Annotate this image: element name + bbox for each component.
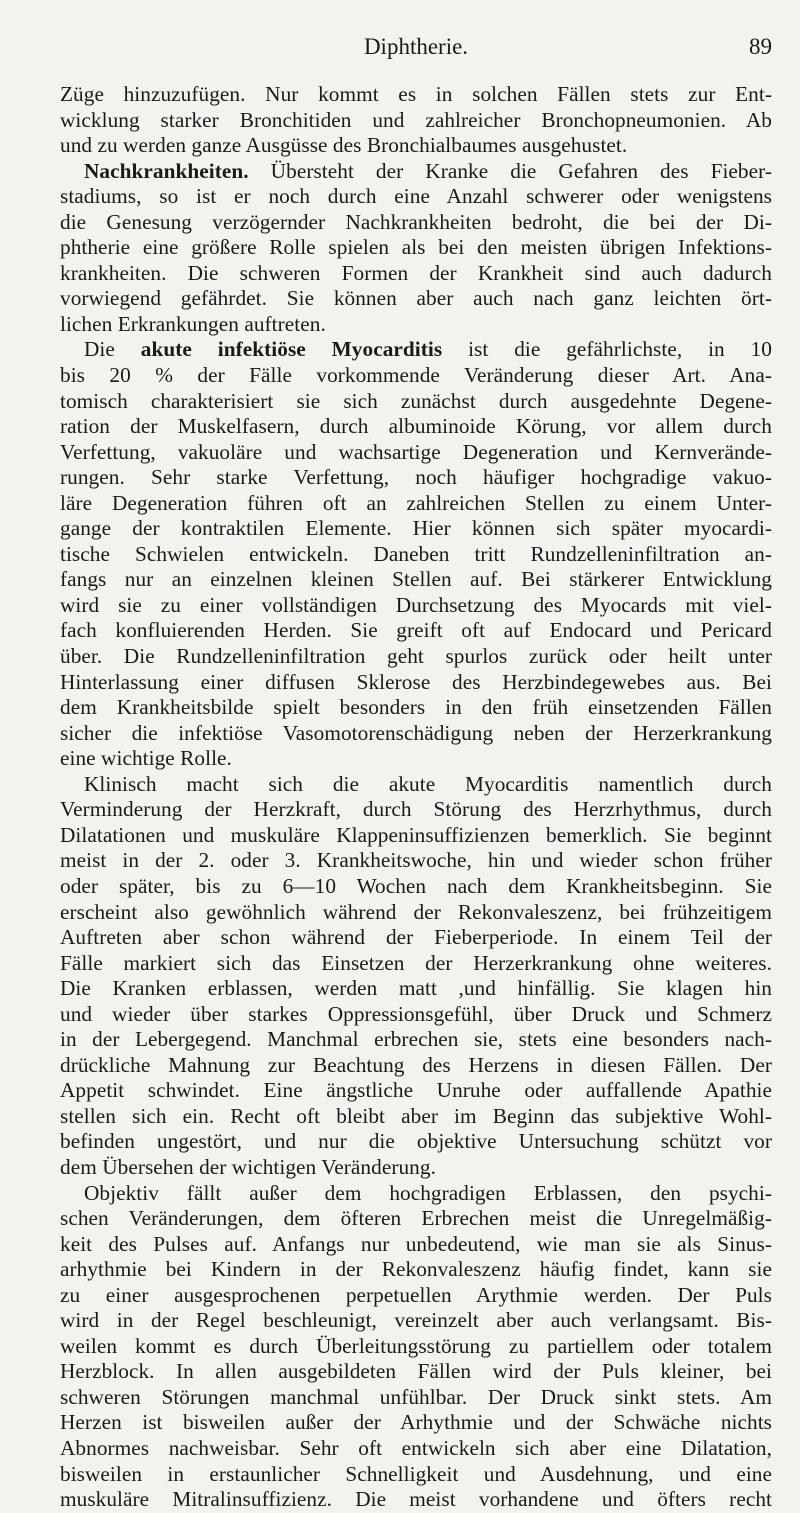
line-text: weilen kommt es durch Überleitungsstörung zu partiellem oder totalem <box>60 1333 772 1358</box>
text-line <box>60 363 772 389</box>
text-line <box>60 1078 772 1104</box>
bold-heading: akute infektiöse Myocarditis <box>140 337 443 362</box>
text-line <box>60 618 772 644</box>
bold-heading: Nachkrankheiten. <box>84 158 249 183</box>
line-text: dem Krankheitsbilde spielt besonders in den früh einsetzenden Fällen <box>60 695 772 720</box>
line-text: keit des Pulses auf. Anfangs nur unbedeutend, wie man sie als Sinus- <box>60 1231 772 1256</box>
line-text: die Genesung verzögernder Nachkrankheiten bedroht, die bei der Di- <box>60 209 772 234</box>
text-line <box>60 567 772 593</box>
line-text: Appetit schwindet. Eine ängstliche Unruhe oder auffallende Apathie <box>60 1078 772 1103</box>
line-text: phtherie eine größere Rolle spielen als bei den meisten übrigen Infektions- <box>60 235 772 260</box>
text-line <box>60 1334 772 1360</box>
line-text: Verminderung der Herzkraft, durch Störung des Herzrhythmus, durch <box>60 797 772 822</box>
line-text: Herzen ist bisweilen außer der Arhythmie und der Schwäche nichts <box>60 1410 772 1435</box>
text-line <box>60 1181 772 1207</box>
line-text: wird in der Regel beschleunigt, vereinzelt aber auch verlangsamt. Bis- <box>60 1308 772 1333</box>
text-line <box>60 1104 772 1130</box>
line-text: stadiums, so ist er noch durch eine Anzahl schwerer oder wenigstens <box>60 184 772 209</box>
line-prefix: Die <box>84 337 141 362</box>
text-line <box>60 1002 772 1028</box>
line-text: bis 20 % der Fälle vorkommende Veränderung dieser Art. Ana- <box>60 363 772 388</box>
text-line <box>60 1410 772 1436</box>
text-line <box>60 670 772 696</box>
text-line <box>60 440 772 466</box>
line-text: sicher die infektiöse Vasomotorenschädigung neben der Herzerkrankung <box>60 720 772 745</box>
text-line <box>60 695 772 721</box>
text-line <box>60 491 772 517</box>
text-line <box>60 1027 772 1053</box>
line-text: befinden ungestört, und nur die objektive Untersuchung schützt vor <box>60 1129 772 1154</box>
text-line <box>60 1385 772 1411</box>
page-number: 89 <box>749 34 772 59</box>
text-line <box>60 133 772 159</box>
text-line <box>60 721 772 747</box>
text-line <box>60 210 772 236</box>
text-line <box>60 823 772 849</box>
text-line <box>60 516 772 542</box>
text-line <box>60 951 772 977</box>
text-line <box>60 389 772 415</box>
text-line <box>60 1232 772 1258</box>
text-line <box>60 108 772 134</box>
line-text: Auftreten aber schon während der Fieberperiode. In einem Teil der <box>60 925 772 950</box>
text-line <box>60 1129 772 1155</box>
line-text: tomisch charakterisiert sie sich zunächst durch ausgedehnte Degene- <box>60 388 772 413</box>
line-text: arhythmie bei Kindern in der Rekonvaleszenz häufig findet, kann sie <box>60 1257 772 1282</box>
text-line <box>60 261 772 287</box>
line-text: lichen Erkrankungen auftreten. <box>60 311 326 336</box>
text-line <box>60 925 772 951</box>
line-text: wicklung starker Bronchitiden und zahlreicher Bronchopneumonien. Ab <box>60 107 772 132</box>
line-text: ist die gefährlichste, in 10 <box>442 337 772 362</box>
line-text: Verfettung, vakuoläre und wachsartige Degeneration und Kernverände- <box>60 439 772 464</box>
line-text: Züge hinzuzufügen. Nur kommt es in solchen Fällen stets zur Ent- <box>60 82 772 106</box>
line-text: Die Kranken erblassen, werden matt ,und hinfällig. Sie klagen hin <box>60 976 772 1001</box>
line-text: fangs nur an einzelnen kleinen Stellen auf. Bei stärkerer Entwicklung <box>60 567 772 592</box>
text-line <box>60 1053 772 1079</box>
line-text: Dilatationen und muskuläre Klappeninsuffizienzen bemerklich. Sie beginnt <box>60 822 772 847</box>
text-line <box>60 465 772 491</box>
line-text: gange der kontraktilen Elemente. Hier können sich später myocardi- <box>60 516 772 541</box>
body-text <box>60 82 772 1513</box>
text-line <box>60 900 772 926</box>
text-line <box>60 286 772 312</box>
text-line <box>60 593 772 619</box>
line-text: krankheiten. Die schweren Formen der Krankheit sind auch dadurch <box>60 260 772 285</box>
text-line <box>60 1308 772 1334</box>
text-line <box>60 797 772 823</box>
line-text: Übersteht der Kranke die Gefahren des Fieber- <box>248 158 772 183</box>
line-text: und wieder über starkes Oppressionsgefühl, über Druck und Schmerz <box>60 1001 772 1026</box>
line-text: dem Übersehen der wichtigen Veränderung. <box>60 1154 436 1179</box>
line-text: fach konfluierenden Herden. Sie greift oft auf Endocard und Pericard <box>60 618 772 643</box>
line-text: bisweilen in erstaunlicher Schnelligkeit und Ausdehnung, und eine <box>60 1461 772 1486</box>
line-text: meist in der 2. oder 3. Krankheitswoche, hin und wieder schon früher <box>60 848 772 873</box>
line-text: schen Veränderungen, dem öfteren Erbrechen meist die Unregelmäßig- <box>60 1206 772 1231</box>
text-line <box>60 746 772 772</box>
text-line <box>60 184 772 210</box>
line-text: oder später, bis zu 6—10 Wochen nach dem Krankheitsbeginn. Sie <box>60 873 772 898</box>
text-line <box>60 235 772 261</box>
text-line <box>60 976 772 1002</box>
text-line <box>60 1155 772 1181</box>
line-text: drückliche Mahnung zur Beachtung des Herzens in diesen Fällen. Der <box>60 1052 772 1077</box>
line-text: über. Die Rundzelleninfiltration geht spurlos zurück oder heilt unter <box>60 644 772 669</box>
text-line <box>60 82 772 108</box>
text-line <box>60 542 772 568</box>
line-text: eine wichtige Rolle. <box>60 746 232 771</box>
text-line <box>60 1359 772 1385</box>
text-line <box>60 1257 772 1283</box>
text-line <box>60 1487 772 1513</box>
text-line <box>60 414 772 440</box>
line-text: tische Schwielen entwickeln. Daneben tritt Rundzelleninfiltration an- <box>60 541 772 566</box>
line-text: und zu werden ganze Ausgüsse des Bronchialbaumes ausgehustet. <box>60 133 628 158</box>
text-line <box>60 874 772 900</box>
line-text: vorwiegend gefährdet. Sie können aber auch nach ganz leichten ört- <box>60 286 772 311</box>
line-text: zu einer ausgesprochenen perpetuellen Arythmie werden. Der Puls <box>60 1282 772 1307</box>
line-text: Objektiv fällt außer dem hochgradigen Erblassen, den psychi- <box>84 1180 772 1205</box>
line-text: in der Lebergegend. Manchmal erbrechen sie, stets eine besonders nach- <box>60 1027 772 1052</box>
running-header <box>60 34 772 66</box>
line-text: ration der Muskelfasern, durch albuminoide Körung, vor allem durch <box>60 414 772 439</box>
line-text: Klinisch macht sich die akute Myocarditis namentlich durch <box>84 771 772 796</box>
line-text: stellen sich ein. Recht oft bleibt aber im Beginn das subjektive Wohl- <box>60 1103 772 1128</box>
text-line <box>60 848 772 874</box>
line-text: schweren Störungen manchmal unfühlbar. Der Druck sinkt stets. Am <box>60 1384 772 1409</box>
line-text: läre Degeneration führen oft an zahlreichen Stellen zu einem Unter- <box>60 490 772 515</box>
text-line <box>60 337 772 363</box>
line-text: rungen. Sehr starke Verfettung, noch häufiger hochgradige vakuo- <box>60 465 772 490</box>
text-line <box>60 1206 772 1232</box>
text-line <box>60 159 772 185</box>
line-text: Fälle markiert sich das Einsetzen der Herzerkrankung ohne weiteres. <box>60 950 772 975</box>
line-text: muskuläre Mitralinsuffizienz. Die meist vorhandene und öfters recht <box>60 1487 772 1512</box>
text-line <box>60 1462 772 1488</box>
text-line <box>60 1436 772 1462</box>
text-line <box>60 1283 772 1309</box>
running-title: Diphtherie. <box>363 34 469 59</box>
text-line <box>60 644 772 670</box>
line-text: Abnormes nachweisbar. Sehr oft entwickeln sich aber eine Dilatation, <box>60 1435 772 1460</box>
line-text: wird sie zu einer vollständigen Durchsetzung des Myocards mit viel- <box>60 592 772 617</box>
text-line <box>60 312 772 338</box>
line-text: Herzblock. In allen ausgebildeten Fällen wird der Puls kleiner, bei <box>60 1359 772 1384</box>
text-line <box>60 772 772 798</box>
line-text: erscheint also gewöhnlich während der Rekonvaleszenz, bei frühzeitigem <box>60 899 772 924</box>
line-text: Hinterlassung einer diffusen Sklerose des Herzbindegewebes aus. Bei <box>60 669 772 694</box>
